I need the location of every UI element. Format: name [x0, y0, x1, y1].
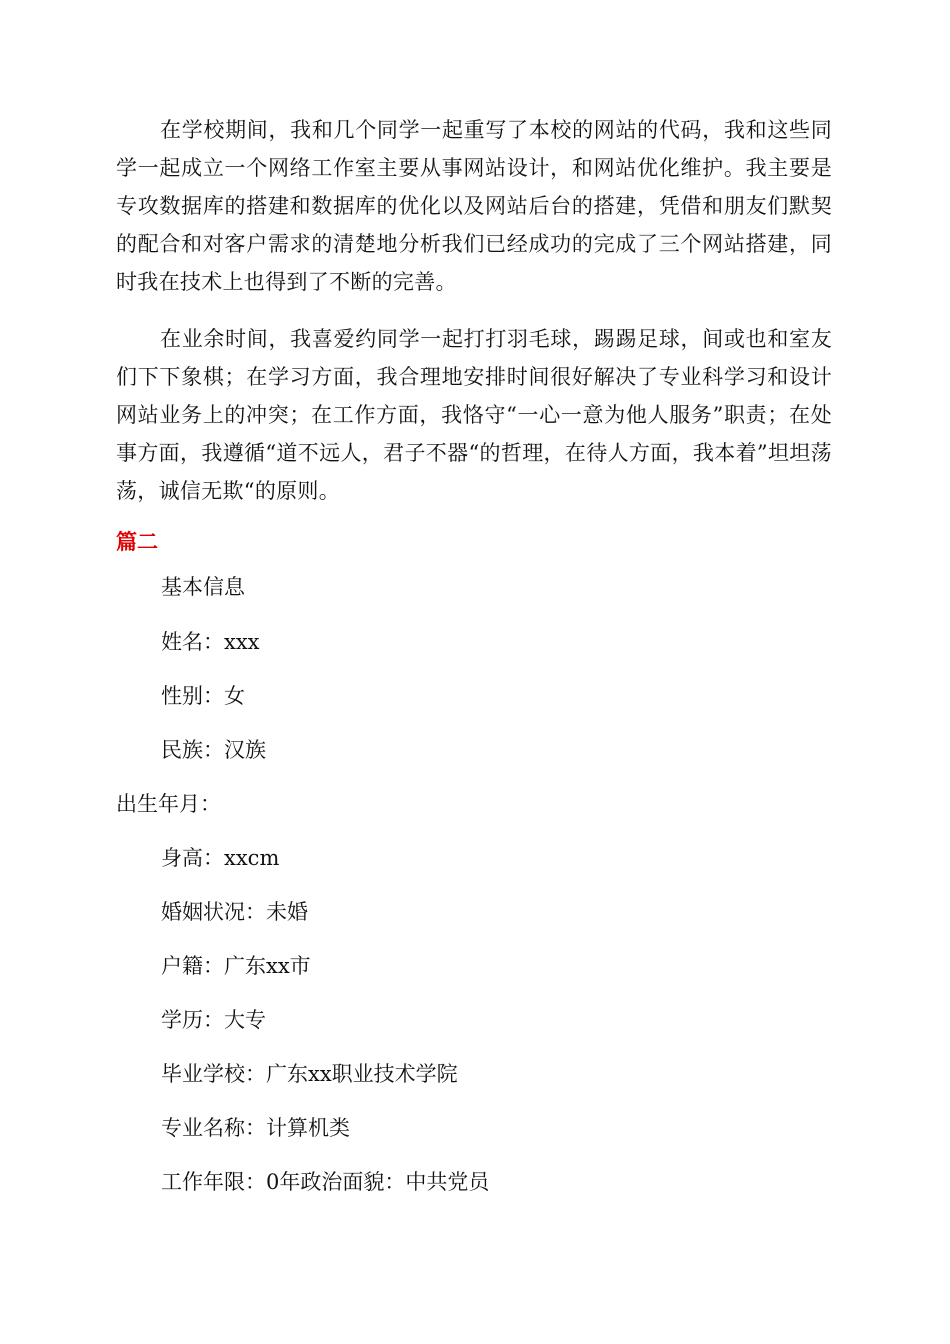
info-height: 身高：xxcm	[161, 846, 280, 870]
info-title: 基本信息	[161, 575, 245, 599]
info-major: 专业名称：计算机类	[161, 1116, 350, 1140]
body-paragraph-hobbies: 在业余时间，我喜爱约同学一起打打羽毛球，踢踢足球，间或也和室友们下下象棋；在学习方面，我合理地安排时间很好解决了专业科学习和设计网站业务上的冲突；在工作方面，我恪守“一心一意为他人服务”职责；在处事方面，我遵循“道不远人，君子不器“的哲理，在待人方面，我本着”坦坦荡荡，诚信无欺“的原则。	[116, 327, 832, 503]
info-name: 姓名：xxx	[161, 630, 260, 654]
info-birth-date: 出生年月：	[116, 792, 221, 816]
section-heading: 篇二	[116, 530, 158, 554]
info-household: 户籍：广东xx市	[161, 954, 311, 978]
info-marital-status: 婚姻状况：未婚	[161, 900, 308, 924]
info-ethnicity: 民族：汉族	[161, 738, 266, 762]
info-school: 毕业学校：广东xx职业技术学院	[161, 1062, 458, 1086]
info-work-years-political: 工作年限：0年政治面貌：中共党员	[161, 1170, 490, 1194]
body-paragraph-school: 在学校期间，我和几个同学一起重写了本校的网站的代码，我和这些同学一起成立一个网络工作室主要从事网站设计，和网站优化维护。我主要是专攻数据库的搭建和数据库的优化以及网站后台的搭建，凭借和朋友们默契的配合和对客户需求的清楚地分析我们已经成功的完成了三个网站搭建，同时我在技术上也得到了不断的完善。	[116, 118, 832, 294]
info-education: 学历：大专	[161, 1008, 266, 1032]
info-gender: 性别：女	[161, 684, 245, 708]
